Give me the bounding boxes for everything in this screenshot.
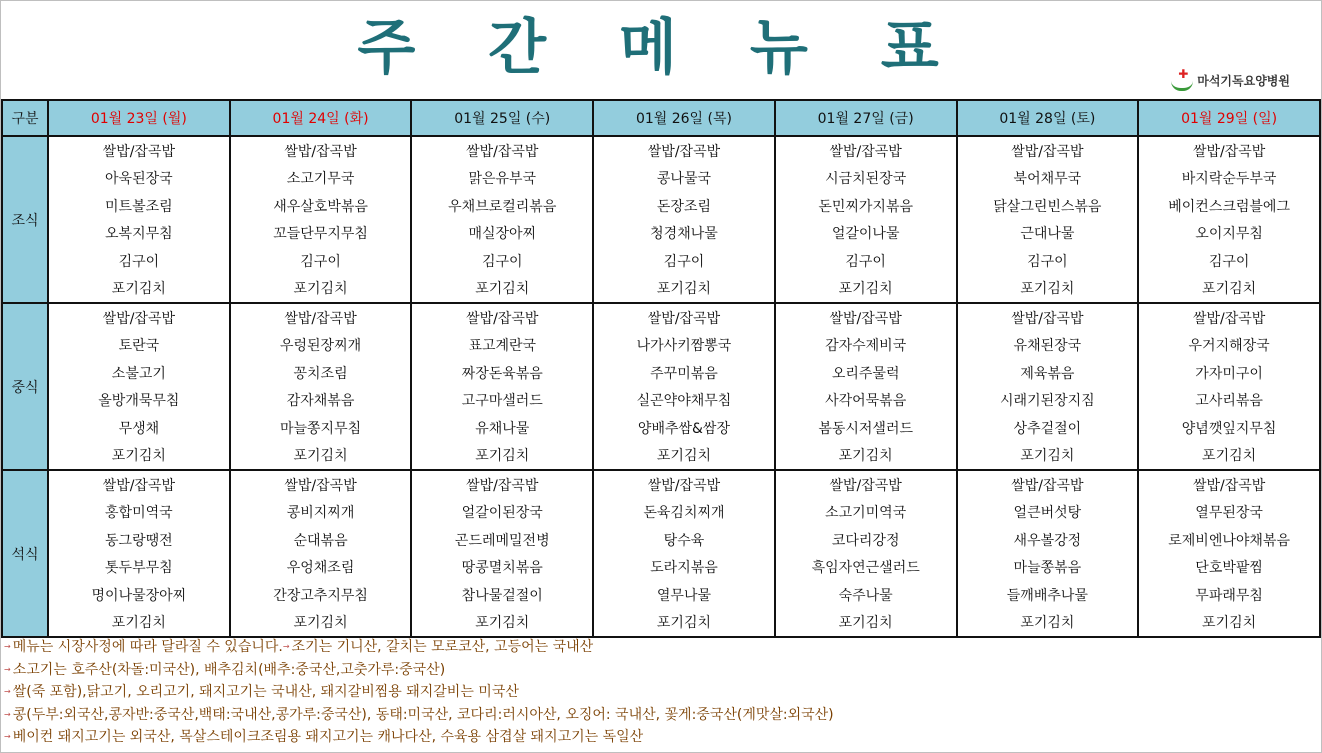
menu-item: 소고기무국	[230, 165, 412, 193]
menu-item: 쌀밥/잡곡밥	[1138, 136, 1320, 165]
menu-item: 가자미구이	[1138, 359, 1320, 387]
arrow-icon: →	[4, 732, 11, 742]
arrow-icon: →	[4, 642, 11, 651]
note-text: 콩(두부:외국산,콩자반:중국산,백태:국내산,콩가루:중국산), 동태:미국산, 코다리:러시아산, 오징어: 국내산, 꽃게:중국산(게맛살:외국산)	[12, 706, 834, 723]
menu-item: 김구이	[593, 247, 775, 275]
menu-item: 포기김치	[1138, 609, 1320, 638]
menu-item: 꽁치조림	[230, 359, 412, 387]
menu-item: 쌀밥/잡곡밥	[593, 303, 775, 332]
meal-label: 조식	[2, 136, 48, 303]
menu-item: 포기김치	[411, 275, 593, 304]
menu-item: 쌀밥/잡곡밥	[411, 470, 593, 499]
menu-row	[2, 192, 1320, 220]
menu-item: 포기김치	[593, 275, 775, 304]
menu-item: 아욱된장국	[48, 165, 230, 193]
arrow-icon: →	[4, 664, 11, 674]
menu-row	[2, 581, 1320, 609]
menu-item: 포기김치	[48, 609, 230, 638]
note-line	[4, 681, 1314, 704]
menu-item: 쌀밥/잡곡밥	[48, 470, 230, 499]
menu-row	[2, 470, 1320, 499]
menu-item: 콩비지찌개	[230, 499, 412, 527]
menu-item: 포기김치	[230, 442, 412, 471]
menu-item: 오이지무침	[1138, 220, 1320, 248]
menu-item: 돈육김치찌개	[593, 499, 775, 527]
menu-item: 콩나물국	[593, 165, 775, 193]
menu-item: 소불고기	[48, 359, 230, 387]
menu-item: 쌀밥/잡곡밥	[230, 303, 412, 332]
header-corner: 구분	[2, 100, 48, 136]
menu-item: 곤드레메밀전병	[411, 526, 593, 554]
menu-item: 코다리강정	[775, 526, 957, 554]
menu-item: 포기김치	[593, 609, 775, 638]
menu-item: 올방개묵무침	[48, 387, 230, 415]
menu-row	[2, 414, 1320, 442]
day-header: 01월 28일 (토)	[957, 100, 1139, 136]
menu-item: 토란국	[48, 332, 230, 360]
menu-item: 얼갈이나물	[775, 220, 957, 248]
day-header: 01월 29일 (일)	[1138, 100, 1320, 136]
menu-item: 우채브로컬리볶음	[411, 192, 593, 220]
note-line	[4, 704, 1314, 727]
menu-item: 양념깻잎지무침	[1138, 414, 1320, 442]
note-line	[4, 636, 1314, 659]
menu-item: 얼갈이된장국	[411, 499, 593, 527]
menu-item: 고구마샐러드	[411, 387, 593, 415]
menu-item: 홍합미역국	[48, 499, 230, 527]
menu-item: 동그랑땡전	[48, 526, 230, 554]
header-row	[2, 100, 1320, 136]
menu-row	[2, 136, 1320, 165]
hospital-logo-icon: ✚	[1171, 70, 1193, 90]
menu-item: 톳두부무침	[48, 554, 230, 582]
menu-item: 김구이	[48, 247, 230, 275]
menu-item: 열무된장국	[1138, 499, 1320, 527]
menu-item: 쌀밥/잡곡밥	[48, 303, 230, 332]
menu-row	[2, 359, 1320, 387]
menu-item: 들깨배추나물	[957, 581, 1139, 609]
menu-item: 근대나물	[957, 220, 1139, 248]
menu-item: 무파래무침	[1138, 581, 1320, 609]
menu-item: 오복지무침	[48, 220, 230, 248]
menu-item: 새우살호박볶음	[230, 192, 412, 220]
menu-item: 순대볶음	[230, 526, 412, 554]
menu-item: 우거지해장국	[1138, 332, 1320, 360]
menu-item: 우렁된장찌개	[230, 332, 412, 360]
menu-item: 쌀밥/잡곡밥	[230, 470, 412, 499]
menu-item: 북어채무국	[957, 165, 1139, 193]
menu-row	[2, 332, 1320, 360]
arrow-icon: →	[4, 709, 11, 719]
menu-item: 포기김치	[593, 442, 775, 471]
menu-item: 쌀밥/잡곡밥	[957, 470, 1139, 499]
menu-item: 나가사키짬뽕국	[593, 332, 775, 360]
page-title: 주 간 메 뉴 표	[357, 13, 965, 83]
menu-item: 김구이	[1138, 247, 1320, 275]
menu-item: 소고기미역국	[775, 499, 957, 527]
menu-item: 얼큰버섯탕	[957, 499, 1139, 527]
menu-row	[2, 442, 1320, 471]
menu-item: 베이컨스크럼블에그	[1138, 192, 1320, 220]
menu-item: 포기김치	[48, 275, 230, 304]
menu-item: 포기김치	[1138, 275, 1320, 304]
menu-item: 포기김치	[775, 442, 957, 471]
menu-item: 포기김치	[48, 442, 230, 471]
menu-item: 유채나물	[411, 414, 593, 442]
menu-item: 포기김치	[230, 609, 412, 638]
menu-item: 쌀밥/잡곡밥	[593, 136, 775, 165]
day-header: 01월 26일 (목)	[593, 100, 775, 136]
menu-row	[2, 526, 1320, 554]
menu-item: 탕수육	[593, 526, 775, 554]
menu-item: 포기김치	[230, 275, 412, 304]
menu-item: 무생채	[48, 414, 230, 442]
menu-item: 로제비엔나야채볶음	[1138, 526, 1320, 554]
weekly-menu-table	[1, 99, 1321, 638]
menu-item: 쌀밥/잡곡밥	[1138, 470, 1320, 499]
meal-label: 석식	[2, 470, 48, 637]
menu-item: 쌀밥/잡곡밥	[48, 136, 230, 165]
menu-item: 꼬들단무지무침	[230, 220, 412, 248]
menu-item: 포기김치	[775, 275, 957, 304]
menu-item: 쌀밥/잡곡밥	[775, 303, 957, 332]
note-text: 메뉴는 시장사정에 따라 달라질 수 있습니다.	[12, 639, 283, 655]
note-line	[4, 726, 1314, 749]
menu-item: 간장고추지무침	[230, 581, 412, 609]
menu-item: 포기김치	[957, 442, 1139, 471]
menu-item: 쌀밥/잡곡밥	[1138, 303, 1320, 332]
menu-item: 포기김치	[411, 609, 593, 638]
menu-row	[2, 247, 1320, 275]
menu-item: 명이나물장아찌	[48, 581, 230, 609]
arrow-icon: →	[282, 642, 290, 651]
menu-item: 미트볼조림	[48, 192, 230, 220]
note-text: 베이컨 돼지고기는 외국산, 목살스테이크조림용 돼지고기는 캐나다산, 수육용 삼겹살 돼지고기는 독일산	[12, 729, 644, 746]
menu-item: 포기김치	[957, 275, 1139, 304]
menu-item: 새우볼강정	[957, 526, 1139, 554]
menu-item: 봄동시저샐러드	[775, 414, 957, 442]
menu-row	[2, 220, 1320, 248]
day-header: 01월 27일 (금)	[775, 100, 957, 136]
menu-item: 시금치된장국	[775, 165, 957, 193]
menu-row	[2, 554, 1320, 582]
menu-item: 쌀밥/잡곡밥	[411, 303, 593, 332]
menu-row	[2, 165, 1320, 193]
menu-item: 쌀밥/잡곡밥	[775, 470, 957, 499]
meal-label: 중식	[2, 303, 48, 470]
menu-item: 포기김치	[1138, 442, 1320, 471]
menu-item: 도라지볶음	[593, 554, 775, 582]
menu-item: 포기김치	[957, 609, 1139, 638]
menu-item: 쌀밥/잡곡밥	[957, 136, 1139, 165]
menu-row	[2, 303, 1320, 332]
menu-item: 마늘쫑지무침	[230, 414, 412, 442]
menu-item: 감자수제비국	[775, 332, 957, 360]
note-text: 쌀(죽 포함),닭고기, 오리고기, 돼지고기는 국내산, 돼지갈비찜용 돼지갈비는 미국산	[12, 684, 519, 701]
menu-item: 양배추쌈&쌈장	[593, 414, 775, 442]
menu-item: 고사리볶음	[1138, 387, 1320, 415]
menu-item: 돈장조림	[593, 192, 775, 220]
menu-item: 바지락순두부국	[1138, 165, 1320, 193]
menu-item: 포기김치	[411, 442, 593, 471]
menu-item: 마늘쫑볶음	[957, 554, 1139, 582]
day-header: 01월 25일 (수)	[411, 100, 593, 136]
notes-section	[4, 636, 1314, 749]
day-header: 01월 24일 (화)	[230, 100, 412, 136]
menu-row	[2, 609, 1320, 638]
hospital-logo-text: 마석기독요양병원	[1197, 73, 1290, 88]
menu-item: 쌀밥/잡곡밥	[775, 136, 957, 165]
menu-item: 단호박팥찜	[1138, 554, 1320, 582]
menu-item: 쌀밥/잡곡밥	[411, 136, 593, 165]
arrow-icon: →	[4, 687, 11, 697]
menu-item: 짜장돈육볶음	[411, 359, 593, 387]
menu-item: 실곤약야채무침	[593, 387, 775, 415]
menu-row	[2, 499, 1320, 527]
day-header: 01월 23일 (월)	[48, 100, 230, 136]
menu-item: 김구이	[411, 247, 593, 275]
menu-item: 흑임자연근샐러드	[775, 554, 957, 582]
menu-item: 김구이	[230, 247, 412, 275]
menu-item: 감자채볶음	[230, 387, 412, 415]
menu-item: 오리주물럭	[775, 359, 957, 387]
menu-item: 땅콩멸치볶음	[411, 554, 593, 582]
menu-row	[2, 275, 1320, 304]
menu-item: 시래기된장지짐	[957, 387, 1139, 415]
menu-item: 참나물겉절이	[411, 581, 593, 609]
menu-item: 닭살그린빈스볶음	[957, 192, 1139, 220]
menu-item: 열무나물	[593, 581, 775, 609]
menu-item: 청경채나물	[593, 220, 775, 248]
menu-item: 맑은유부국	[411, 165, 593, 193]
note-line	[4, 659, 1314, 682]
menu-item: 유채된장국	[957, 332, 1139, 360]
menu-item: 숙주나물	[775, 581, 957, 609]
note-text: 소고기는 호주산(차돌:미국산), 배추김치(배추:중국산,고춧가루:중국산)	[12, 661, 446, 678]
menu-item: 김구이	[957, 247, 1139, 275]
menu-item: 돈민찌가지볶음	[775, 192, 957, 220]
menu-item: 제육볶음	[957, 359, 1139, 387]
hospital-logo	[1171, 67, 1290, 90]
menu-item: 쌀밥/잡곡밥	[957, 303, 1139, 332]
menu-item: 사각어묵볶음	[775, 387, 957, 415]
menu-item: 쌀밥/잡곡밥	[230, 136, 412, 165]
menu-item: 매실장아찌	[411, 220, 593, 248]
menu-item: 주꾸미볶음	[593, 359, 775, 387]
note-text: 조기는 기니산, 갈치는 모로코산, 고등어는 국내산	[291, 639, 594, 655]
menu-item: 쌀밥/잡곡밥	[593, 470, 775, 499]
menu-row	[2, 387, 1320, 415]
menu-item: 상추겉절이	[957, 414, 1139, 442]
menu-item: 김구이	[775, 247, 957, 275]
menu-item: 포기김치	[775, 609, 957, 638]
menu-item: 우엉채조림	[230, 554, 412, 582]
menu-item: 표고계란국	[411, 332, 593, 360]
